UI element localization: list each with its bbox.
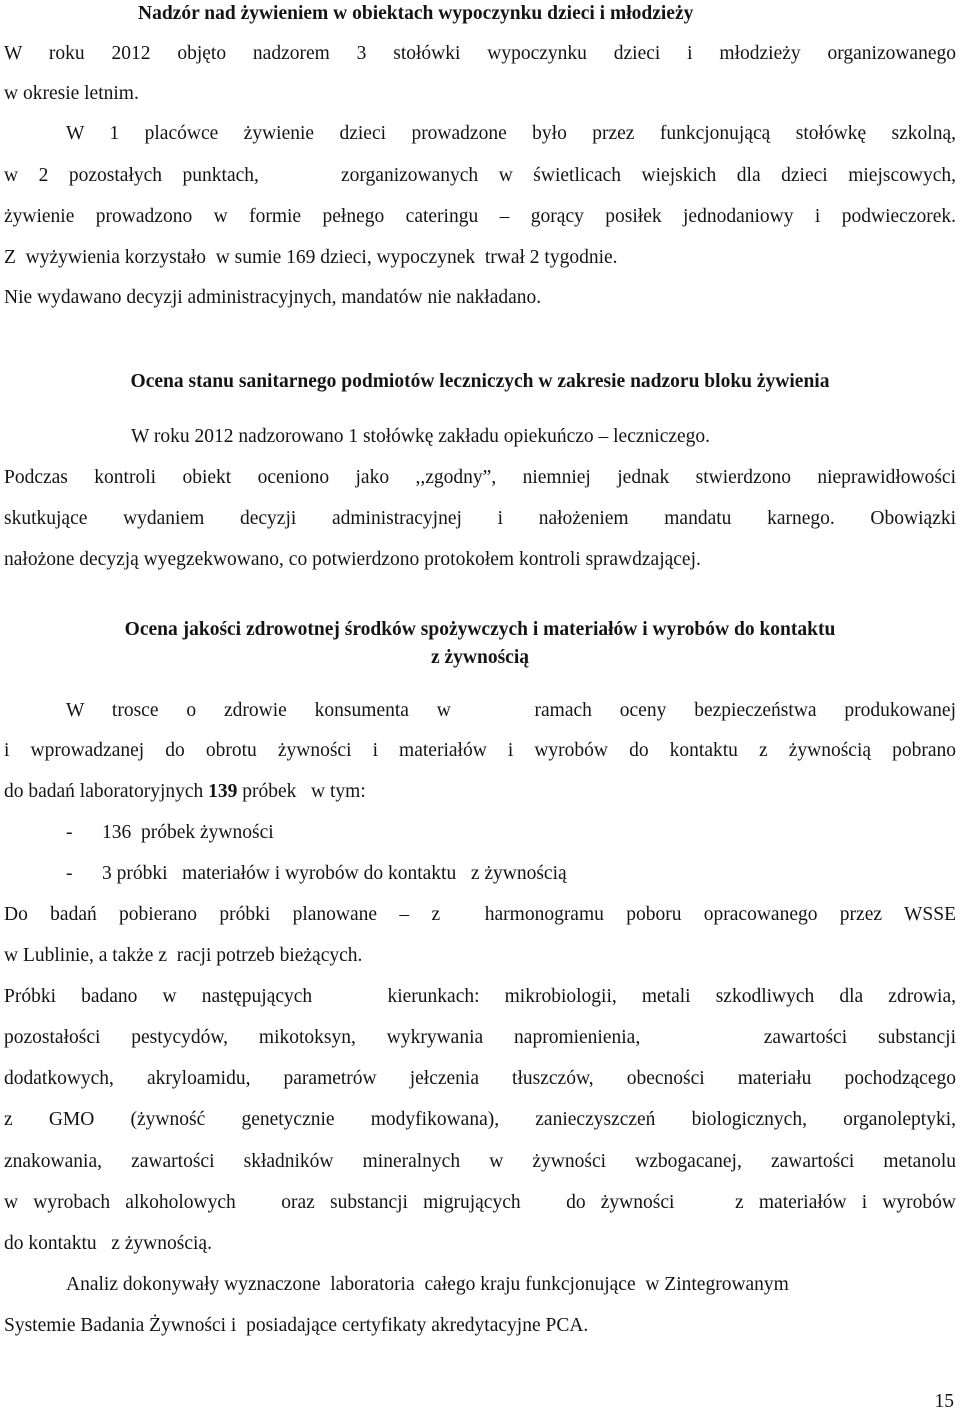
paragraph-line: nałożone decyzją wyegzekwowano, co potwierdzono protokołem kontroli sprawdzającej.	[4, 549, 701, 570]
list-item	[66, 821, 956, 845]
paragraph-line: Systemie Badania Żywności i posiadające certyfikaty akredytacyjne PCA.	[4, 1315, 589, 1336]
text-run: próbek w tym:	[237, 781, 366, 802]
paragraph-line: w Lublinie, a także z racji potrzeb bieżących.	[4, 945, 363, 966]
paragraph-line: w okresie letnim.	[4, 83, 139, 104]
paragraph-line: pozostałości pestycydów, mikotoksyn, wykrywania napromienienia, zawartości substancji	[4, 1027, 956, 1048]
paragraph-line: W roku 2012 nadzorowano 1 stołówkę zakładu opiekuńczo – leczniczego.	[131, 426, 711, 447]
section-heading-medical-facilities: Ocena stanu sanitarnego podmiotów leczniczych w zakresie nadzoru bloku żywienia	[130, 371, 830, 392]
paragraph-line: dodatkowych, akryloamidu, parametrów jełczenia tłuszczów, obecności materiału pochodzącego	[4, 1068, 956, 1089]
paragraph-line: Do badań pobierano próbki planowane – z harmonogramu poboru opracowanego przez WSSE	[4, 904, 956, 925]
paragraph-line: znakowania, zawartości składników mineralnych w żywności wzbogacanej, zawartości metanolu	[4, 1151, 956, 1172]
paragraph-line: skutkujące wydaniem decyzji administracyjnej i nałożeniem mandatu karnego. Obowiązki	[4, 508, 956, 529]
sample-total: 139	[208, 781, 238, 802]
paragraph-line: Próbki badano w następujących kierunkach: mikrobiologii, metali szkodliwych dla zdrowia,	[4, 986, 956, 1007]
list-item-text: 3 próbki materiałów i wyrobów do kontaktu z żywnością	[102, 863, 567, 884]
paragraph-line: Nie wydawano decyzji administracyjnych, mandatów nie nakładano.	[4, 287, 542, 308]
paragraph-line: i wprowadzanej do obrotu żywności i materiałów i wyrobów do kontaktu z żywnością pobrano	[4, 740, 956, 761]
paragraph-line: Z wyżywienia korzystało w sumie 169 dzieci, wypoczynek trwał 2 tygodnie.	[4, 247, 618, 268]
section-heading-summer-camps: Nadzór nad żywieniem w obiektach wypoczynku dzieci i młodzieży	[138, 3, 694, 24]
paragraph-line: w wyrobach alkoholowych oraz substancji migrujących do żywności z materiałów i wyrobów	[4, 1192, 956, 1213]
list-dash: -	[66, 822, 73, 843]
section-heading-food-quality-cont: z żywnością	[430, 647, 530, 668]
paragraph-line: W roku 2012 objęto nadzorem 3 stołówki wypoczynku dzieci i młodzieży organizowanego	[4, 43, 956, 64]
paragraph-line: Podczas kontroli obiekt oceniono jako ,,zgodny”, niemniej jednak stwierdzono nieprawidłowości	[4, 467, 956, 488]
page-number: 15	[934, 1391, 954, 1412]
paragraph-line: W 1 placówce żywienie dzieci prowadzone było przez funkcjonującą stołówkę szkolną,	[66, 123, 956, 144]
paragraph-line: Analiz dokonywały wyznaczone laboratoria całego kraju funkcjonujące w Zintegrowanym	[66, 1274, 789, 1295]
section-heading-food-quality: Ocena jakości zdrowotnej środków spożywczych i materiałów i wyrobów do kontaktu	[124, 619, 836, 640]
paragraph-line: W trosce o zdrowie konsumenta w ramach oceny bezpieczeństwa produkowanej	[66, 700, 956, 721]
paragraph-line-sample-count	[4, 780, 956, 804]
paragraph-line: do kontaktu z żywnością.	[4, 1233, 212, 1254]
list-dash: -	[66, 863, 73, 884]
list-item	[66, 862, 956, 886]
paragraph-line: z GMO (żywność genetycznie modyfikowana), zanieczyszczeń biologicznych, organoleptyki,	[4, 1109, 956, 1130]
text-run: do badań laboratoryjnych	[4, 781, 209, 802]
paragraph-line: żywienie prowadzono w formie pełnego cateringu – gorący posiłek jednodaniowy i podwieczorek.	[4, 206, 956, 227]
paragraph-line: w 2 pozostałych punktach, zorganizowanych w świetlicach wiejskich dla dzieci miejscowych,	[4, 165, 956, 186]
list-item-text: 136 próbek żywności	[102, 822, 274, 843]
